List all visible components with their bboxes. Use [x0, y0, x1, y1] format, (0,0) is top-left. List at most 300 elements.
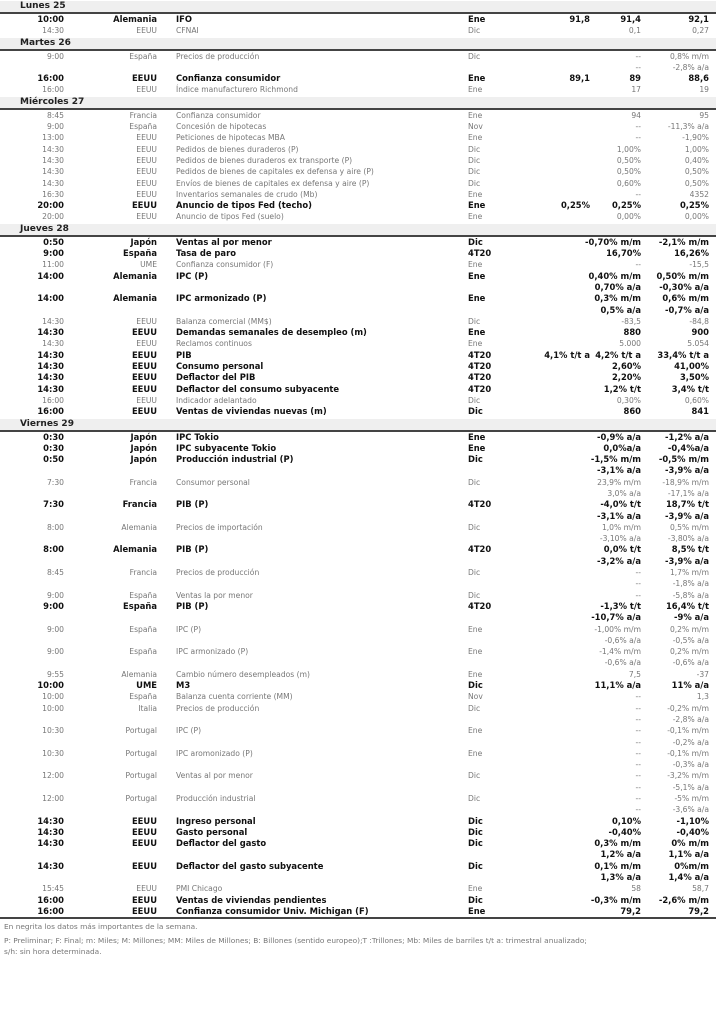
row-time: 14:30 [37, 838, 64, 849]
row-latest: 92,1 [688, 14, 709, 24]
row-latest: -11,3% a/a [667, 122, 709, 132]
row-indicator: Índice manufacturero Richmond [176, 85, 298, 95]
table-row [0, 454, 716, 465]
row-time: 10:00 [42, 703, 64, 713]
row-previous: -0,6% a/a [604, 658, 641, 668]
day-header: Jueves 28 [0, 224, 716, 237]
row-latest: -0,6% a/a [672, 658, 709, 668]
row-latest: 0,5% m/m [669, 522, 709, 532]
table-row-continuation [0, 872, 716, 883]
row-latest: 0%m/m [674, 860, 709, 871]
row-previous: -- [635, 748, 641, 758]
row-previous: 0,3% m/m [594, 838, 641, 849]
table-row [0, 522, 716, 533]
row-country: Francia [129, 110, 157, 120]
row-time: 14:30 [37, 349, 64, 360]
row-latest: 0,27 [692, 26, 709, 36]
row-period: 4T20 [468, 600, 492, 611]
row-previous: 3,0% a/a [607, 488, 641, 498]
row-time: 16:00 [42, 395, 64, 405]
row-latest: 0,00% [684, 212, 709, 222]
row-period: 4T20 [468, 383, 492, 394]
row-latest: -18,9% m/m [662, 477, 709, 487]
row-indicator: PMI Chicago [176, 884, 223, 894]
row-latest: -5% m/m [674, 794, 709, 803]
row-previous: 23,9% m/m [597, 477, 641, 487]
row-period: Dic [468, 703, 481, 713]
row-time: 14:30 [42, 339, 64, 349]
row-latest: 900 [691, 327, 709, 338]
row-indicator: Ventas al por menor [176, 771, 253, 781]
row-period: Dic [468, 454, 483, 465]
row-period: Nov [468, 122, 483, 132]
row-country: EEUU [131, 200, 157, 211]
row-time: 14:30 [42, 155, 64, 165]
row-previous: -4,0% t/t [600, 499, 641, 510]
table-row [0, 793, 716, 804]
row-previous: -0,40% [608, 826, 641, 837]
row-country: Japón [130, 431, 157, 442]
row-indicator: Envíos de bienes de capitales ex defensa y aire (P) [176, 178, 370, 188]
table-row [0, 211, 716, 222]
row-country: Portugal [125, 726, 157, 736]
row-country: EEUU [136, 133, 157, 143]
row-indicator: IPC (P) [176, 726, 202, 736]
row-latest: -2,8% a/a [672, 714, 709, 724]
row-indicator: Precios de producción [176, 703, 260, 713]
row-country: EEUU [131, 815, 157, 826]
row-period: Dic [468, 860, 483, 871]
table-row [0, 601, 716, 612]
row-latest: -9% a/a [674, 612, 709, 623]
row-forecast: 4,1% t/t a [544, 349, 590, 360]
row-previous: 0,25% [611, 200, 641, 211]
row-previous: -0,3% m/m [590, 894, 641, 905]
row-country: UME [136, 680, 157, 691]
row-previous: 7,5 [628, 669, 641, 679]
row-period: Dic [468, 522, 481, 532]
table-row [0, 51, 716, 62]
day-header: Lunes 25 [0, 1, 716, 14]
row-indicator: Confianza consumidor (F) [176, 260, 274, 270]
row-latest: 0,40% [684, 155, 709, 165]
row-indicator: Precios de producción [176, 568, 260, 578]
row-country: EEUU [136, 884, 157, 894]
row-country: EEUU [131, 860, 157, 871]
table-row [0, 883, 716, 894]
row-period: Dic [468, 51, 481, 61]
row-time: 10:30 [42, 726, 64, 736]
row-latest: 8,5% t/t [671, 544, 709, 555]
row-time: 9:00 [46, 51, 64, 61]
table-row [0, 748, 716, 759]
row-time: 0:50 [43, 236, 64, 247]
row-period: Dic [468, 838, 483, 849]
table-row [0, 361, 716, 372]
row-period: Dic [468, 26, 481, 36]
row-time: 16:00 [37, 73, 64, 84]
row-period: 4T20 [468, 361, 492, 372]
row-country: España [129, 590, 157, 600]
row-time: 9:00 [46, 647, 64, 657]
row-period: Ene [468, 748, 483, 758]
row-latest: 0,50% m/m [656, 270, 709, 281]
table-row [0, 646, 716, 657]
row-indicator: IPC aromonizado (P) [176, 748, 253, 758]
row-forecast: 89,1 [569, 73, 590, 84]
row-country: Francia [122, 499, 157, 510]
row-latest: 0,6% m/m [662, 293, 709, 304]
row-time: 16:00 [37, 894, 64, 905]
row-latest: 33,4% t/t a [657, 349, 709, 360]
row-indicator: Peticiones de hipotecas MBA [176, 133, 285, 143]
row-previous: 0,1% m/m [594, 860, 641, 871]
table-row [0, 189, 716, 200]
row-time: 10:00 [37, 14, 64, 24]
table-row [0, 350, 716, 361]
table-row-continuation [0, 533, 716, 544]
row-previous: 0,60% [616, 178, 641, 188]
row-latest: 16,26% [674, 248, 709, 259]
row-indicator: Ingreso personal [176, 815, 256, 826]
row-latest: -0,7% a/a [665, 304, 709, 315]
row-latest: -3,9% a/a [665, 465, 709, 476]
footer-legend-line2: s/h: sin hora determinada. [4, 947, 102, 957]
row-latest: 0,8% m/m [669, 51, 709, 61]
row-previous: 16,70% [606, 248, 641, 259]
table-row [0, 110, 716, 121]
row-period: Ene [468, 669, 483, 679]
row-latest: 3,4% t/t [671, 383, 709, 394]
row-country: EEUU [136, 178, 157, 188]
row-previous: 880 [623, 327, 641, 338]
row-latest: 1,3 [696, 692, 709, 702]
row-latest: 0,60% [684, 395, 709, 405]
row-previous: -3,1% a/a [597, 465, 641, 476]
row-previous: 0,5% a/a [600, 304, 641, 315]
row-country: España [123, 248, 157, 259]
table-row [0, 395, 716, 406]
row-time: 0:30 [43, 431, 64, 442]
row-time: 14:00 [37, 270, 64, 281]
row-previous: -- [635, 590, 641, 600]
row-previous: 2,60% [611, 361, 641, 372]
row-time: 7:30 [46, 477, 64, 487]
row-latest: -0,40% [676, 826, 709, 837]
row-country: EEUU [131, 838, 157, 849]
row-latest: -5,1% a/a [672, 782, 709, 792]
table-row [0, 906, 716, 917]
row-indicator: Anuncio de tipos Fed (suelo) [176, 212, 284, 222]
row-previous: -1,00% m/m [594, 624, 641, 634]
row-country: EEUU [131, 406, 157, 417]
row-previous: 0,00% [616, 212, 641, 222]
row-period: Ene [468, 189, 483, 199]
table-row [0, 248, 716, 259]
row-previous: -- [635, 726, 641, 736]
row-previous: -3,2% a/a [597, 555, 641, 566]
row-previous: 0,0%a/a [603, 442, 641, 453]
row-period: Ene [468, 442, 486, 453]
table-row [0, 338, 716, 349]
row-country: Portugal [125, 748, 157, 758]
row-latest: 16,4% t/t [665, 600, 709, 611]
row-time: 12:00 [42, 771, 64, 781]
row-previous: 0,1 [628, 26, 641, 36]
table-row [0, 73, 716, 84]
row-indicator: Confianza consumidor [176, 73, 281, 84]
row-indicator: Consumor personal [176, 477, 250, 487]
row-latest: 0,2% m/m [669, 624, 709, 634]
row-period: Ene [468, 14, 486, 24]
row-latest: -1,90% [682, 133, 709, 143]
row-time: 16:00 [37, 406, 64, 417]
row-latest: -2,1% m/m [658, 236, 709, 247]
row-latest: -1,10% [676, 815, 709, 826]
row-country: España [129, 624, 157, 634]
row-country: EEUU [131, 905, 157, 916]
row-country: EEUU [136, 212, 157, 222]
table-row [0, 155, 716, 166]
row-country: EEUU [131, 361, 157, 372]
row-period: Ene [468, 85, 483, 95]
row-time: 9:00 [43, 600, 64, 611]
table-row [0, 838, 716, 849]
row-country: España [129, 692, 157, 702]
row-period: 4T20 [468, 544, 492, 555]
row-period: Dic [468, 826, 483, 837]
row-country: EEUU [136, 395, 157, 405]
row-time: 15:45 [42, 884, 64, 894]
row-indicator: IPC (P) [176, 624, 202, 634]
row-indicator: Inventarios semanales de crudo (Mb) [176, 189, 318, 199]
table-row-continuation [0, 305, 716, 316]
row-country: Alemania [121, 669, 157, 679]
row-period: Dic [468, 894, 483, 905]
row-period: Ene [468, 431, 486, 442]
row-previous: -- [635, 62, 641, 72]
row-country: Alemania [113, 293, 157, 304]
row-latest: 1,1% a/a [668, 849, 709, 860]
row-previous: 1,3% a/a [600, 872, 641, 883]
row-period: Ene [468, 73, 486, 84]
footer-note: En negrita los datos más importantes de la semana. [4, 922, 198, 932]
row-previous: -83,5 [621, 316, 641, 326]
row-time: 0:30 [43, 442, 64, 453]
row-forecast: 91,8 [569, 14, 590, 24]
row-latest: -3,80% a/a [667, 534, 709, 544]
row-period: Ene [468, 260, 483, 270]
row-period: Ene [468, 905, 486, 916]
row-period: Dic [468, 167, 481, 177]
row-country: EEUU [136, 155, 157, 165]
row-previous: 0,10% [611, 815, 641, 826]
row-previous: 0,3% m/m [594, 293, 641, 304]
table-row [0, 499, 716, 510]
row-previous: -- [635, 737, 641, 747]
row-indicator: Balanza comercial (MM$) [176, 316, 272, 326]
table-row [0, 316, 716, 327]
row-indicator: Deflactor del gasto [176, 838, 267, 849]
table-row-continuation [0, 511, 716, 522]
row-previous: -0,6% a/a [604, 635, 641, 645]
row-country: EEUU [131, 372, 157, 383]
row-period: 4T20 [468, 372, 492, 383]
row-latest: 11% a/a [671, 680, 709, 691]
row-period: Dic [468, 477, 481, 487]
row-country: Francia [129, 477, 157, 487]
row-period: Dic [468, 395, 481, 405]
row-time: 20:00 [37, 200, 64, 211]
row-period: 4T20 [468, 499, 492, 510]
row-indicator: Pedidos de bienes duraderos (P) [176, 144, 299, 154]
day-header: Martes 26 [0, 38, 716, 51]
row-period: Dic [468, 155, 481, 165]
row-country: Portugal [125, 771, 157, 781]
row-period: Ene [468, 110, 483, 120]
row-previous: -- [635, 579, 641, 589]
row-indicator: PIB (P) [176, 600, 209, 611]
row-previous: -3,10% a/a [599, 534, 641, 544]
table-row-continuation [0, 657, 716, 668]
row-previous: -- [635, 794, 641, 803]
row-time: 8:00 [43, 544, 64, 555]
row-latest: 0,50% [684, 167, 709, 177]
row-period: Dic [468, 316, 481, 326]
row-latest: -0,30% a/a [659, 281, 709, 292]
table-row [0, 406, 716, 417]
table-row-continuation [0, 612, 716, 623]
row-indicator: Ventas al por menor [176, 236, 272, 247]
row-latest: -1,2% a/a [665, 431, 709, 442]
row-time: 9:00 [46, 122, 64, 132]
row-period: Ene [468, 339, 483, 349]
table-row-continuation [0, 782, 716, 793]
table-row [0, 25, 716, 36]
table-row [0, 590, 716, 601]
row-time: 9:55 [46, 669, 64, 679]
day-section [0, 224, 716, 418]
table-row [0, 132, 716, 143]
day-section [0, 97, 716, 223]
row-country: EEUU [136, 26, 157, 36]
row-indicator: Ventas la por menor [176, 590, 253, 600]
row-country: Alemania [121, 522, 157, 532]
table-row [0, 293, 716, 304]
row-time: 16:00 [42, 85, 64, 95]
row-period: Ene [468, 212, 483, 222]
table-row [0, 271, 716, 282]
row-previous: -- [635, 568, 641, 578]
row-latest: 88,6 [688, 73, 709, 84]
day-section [0, 419, 716, 918]
row-indicator: PIB (P) [176, 544, 209, 555]
row-period: Ene [468, 726, 483, 736]
row-latest: -1,8% a/a [672, 579, 709, 589]
row-country: UME [140, 260, 157, 270]
row-latest: -37 [696, 669, 709, 679]
row-country: EEUU [136, 85, 157, 95]
row-time: 20:00 [42, 212, 64, 222]
row-time: 14:30 [37, 361, 64, 372]
table-row [0, 443, 716, 454]
row-indicator: IPC armonizado (P) [176, 647, 249, 657]
row-previous: -- [635, 692, 641, 702]
row-time: 8:00 [46, 522, 64, 532]
row-indicator: Gasto personal [176, 826, 248, 837]
row-previous: -- [635, 122, 641, 132]
row-period: Dic [468, 815, 483, 826]
row-indicator: Confianza consumidor [176, 110, 261, 120]
row-previous: -1,3% t/t [600, 600, 641, 611]
row-time: 14:30 [37, 815, 64, 826]
row-country: Italia [138, 703, 157, 713]
row-period: Dic [468, 590, 481, 600]
row-period: Ene [468, 133, 483, 143]
row-indicator: Deflactor del consumo subyacente [176, 383, 340, 394]
table-row-continuation [0, 556, 716, 567]
row-latest: -0,5% m/m [658, 454, 709, 465]
row-time: 8:45 [46, 568, 64, 578]
table-row-continuation [0, 488, 716, 499]
row-time: 7:30 [43, 499, 64, 510]
row-previous: 5.000 [619, 339, 641, 349]
table-row-continuation [0, 804, 716, 815]
row-latest: -17,1% a/a [667, 488, 709, 498]
row-country: EEUU [131, 327, 157, 338]
row-indicator: IPC armonizado (P) [176, 293, 267, 304]
row-country: EEUU [136, 189, 157, 199]
table-row [0, 703, 716, 714]
row-latest: 79,2 [688, 905, 709, 916]
table-row [0, 178, 716, 189]
row-indicator: IPC (P) [176, 270, 209, 281]
row-indicator: Consumo personal [176, 361, 264, 372]
row-indicator: CFNAI [176, 26, 199, 36]
row-previous: 91,4 [620, 14, 641, 24]
row-time: 14:30 [37, 860, 64, 871]
row-previous: -10,7% a/a [591, 612, 641, 623]
row-indicator: Balanza cuenta corriente (MM) [176, 692, 293, 702]
row-indicator: Precios de producción [176, 51, 260, 61]
row-country: EEUU [131, 73, 157, 84]
row-latest: 4352 [689, 189, 709, 199]
row-country: Alemania [113, 544, 157, 555]
row-country: EEUU [131, 383, 157, 394]
row-period: Dic [468, 794, 481, 803]
row-period: Ene [468, 293, 486, 304]
row-country: EEUU [136, 167, 157, 177]
row-country: España [123, 600, 157, 611]
row-indicator: IFO [176, 14, 192, 24]
economic-calendar [0, 1, 716, 917]
row-latest: -2,8% a/a [672, 62, 709, 72]
row-latest: -0,1% m/m [667, 748, 709, 758]
row-latest: 1,4% a/a [668, 872, 709, 883]
row-country: Japón [130, 454, 157, 465]
table-row [0, 432, 716, 443]
row-country: Japón [130, 442, 157, 453]
row-previous: -- [635, 771, 641, 781]
row-latest: 19 [699, 85, 709, 95]
row-previous: -1,4% m/m [599, 647, 641, 657]
row-indicator: Concesión de hipotecas [176, 122, 267, 132]
row-latest: 841 [691, 406, 709, 417]
row-previous: 58 [631, 884, 641, 894]
day-section [0, 38, 716, 96]
day-header: Viernes 29 [0, 419, 716, 432]
row-previous: -- [635, 703, 641, 713]
